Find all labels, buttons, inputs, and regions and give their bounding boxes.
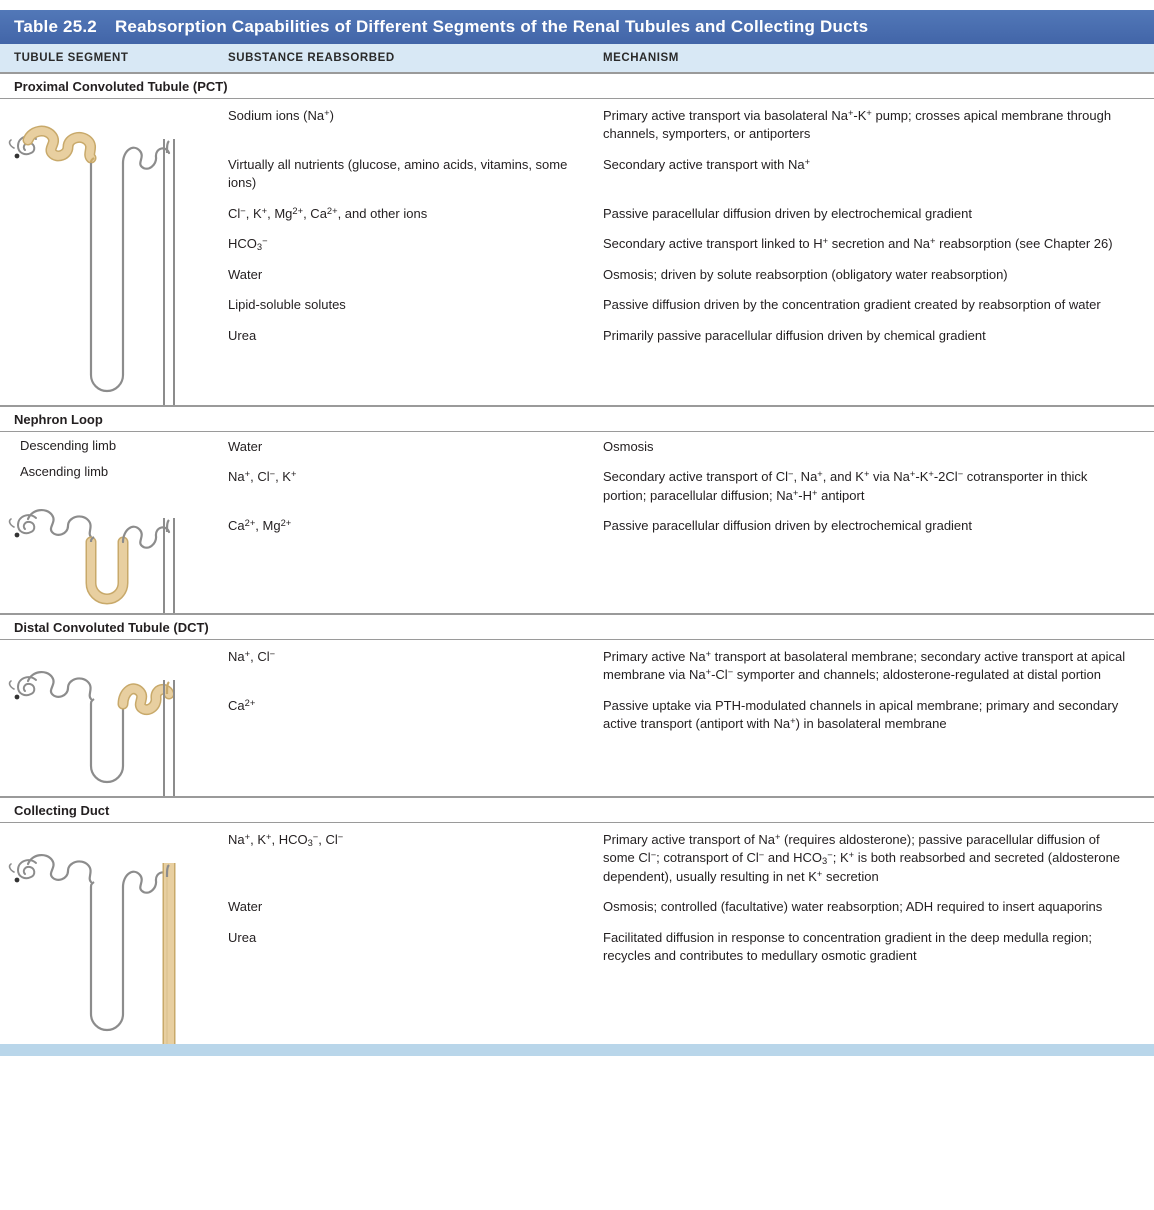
table-title: Reabsorption Capabilities of Different Segments of the Renal Tubules and Collecting Ducts	[114, 17, 869, 36]
nephron-loop-highlighted	[6, 484, 184, 613]
table-row	[220, 898, 1154, 916]
table-row	[220, 296, 1154, 314]
rows-cell	[220, 640, 1154, 734]
table-25-2	[0, 10, 1154, 1210]
substance-cell: $Ca^{2+}$, $Mg^{2+}$	[228, 518, 292, 534]
substance-cell: Water	[228, 266, 263, 282]
mechanism-cell: Secondary active transport of Cl−, Na+, and K+ via Na+-K+-2Cl− cotransporter in thick portion; paracellular diffusion; Na+-H+ antiport	[603, 469, 1088, 503]
table-row	[220, 107, 1154, 144]
substance-cell: Lipid-soluble solutes	[228, 297, 346, 313]
rows-cell	[220, 823, 1154, 966]
section-heading-0	[0, 72, 1154, 99]
section-body-0	[0, 99, 1154, 405]
section-heading-2	[0, 613, 1154, 640]
mechanism-cell: Passive paracellular diffusion driven by electrochemical gradient	[603, 205, 973, 221]
mechanism-cell: Primarily passive paracellular diffusion driven by chemical gradient	[603, 327, 986, 343]
rows-cell	[220, 99, 1154, 345]
section-body-3	[0, 823, 1154, 1044]
table-row	[220, 468, 1154, 505]
section-body-1	[0, 432, 1154, 613]
nephron-dct-highlighted	[6, 646, 184, 796]
diagram-cell	[0, 99, 220, 405]
diagram-cell	[0, 640, 220, 796]
section-heading-3	[0, 796, 1154, 823]
mechanism-cell: Primary active transport via basolateral Na+-K+ pump; crosses apical membrane through channels, symporters, or antiporters	[603, 108, 1112, 142]
table-row	[220, 156, 1154, 193]
column-header-mechanism: MECHANISM	[603, 52, 679, 64]
substance-cell: Urea	[228, 327, 257, 343]
segment-label: Descending limb	[20, 438, 117, 453]
section-heading-label: Collecting Duct	[14, 802, 110, 818]
nephron-cd-highlighted	[6, 829, 184, 1044]
table-row	[220, 929, 1154, 966]
table-body	[0, 72, 1154, 1044]
rows-cell	[220, 432, 1154, 536]
substance-cell: Na+, Cl−	[228, 649, 276, 664]
substance-cell: Cl−, K+, $Mg^{2+}$, $Ca^{2+}$, and other ions	[228, 205, 428, 221]
section-body-2	[0, 640, 1154, 796]
table-row	[220, 697, 1154, 734]
bottom-accent-bar	[0, 1044, 1154, 1056]
table-row	[220, 648, 1154, 685]
mechanism-cell: Secondary active transport with Na+	[603, 156, 811, 172]
section-heading-label: Proximal Convoluted Tubule (PCT)	[14, 78, 228, 94]
table-title-bar	[0, 10, 1154, 44]
section-heading-label: Distal Convoluted Tubule (DCT)	[14, 619, 209, 635]
mechanism-cell: Facilitated diffusion in response to concentration gradient in the deep medulla region; recycles and contributes to medullary osmotic gradient	[603, 929, 1093, 964]
table-row	[220, 517, 1154, 535]
table-row	[220, 266, 1154, 284]
section-heading-1	[0, 405, 1154, 432]
substance-cell: Sodium ions (Na+)	[228, 108, 334, 123]
segment-label: Ascending limb	[20, 464, 109, 479]
substance-cell: $Ca^{2+}$	[228, 697, 256, 713]
substance-cell: Na+, K+, $HCO_3^-$, Cl−	[228, 832, 344, 849]
substance-cell: $HCO_3^-$	[228, 236, 268, 253]
table-row	[220, 831, 1154, 886]
section-heading-label: Nephron Loop	[14, 411, 103, 427]
mechanism-cell: Passive paracellular diffusion driven by electrochemical gradient	[603, 518, 973, 534]
table-row	[220, 205, 1154, 223]
mechanism-cell: Primary active transport of Na+ (requires aldosterone); passive paracellular diffusion of some Cl−; cotransport of Cl− and $HCO_3^-$; K+ is both reabsorbed and secreted (aldosterone dependent), usually resulting in net K+ secretion	[603, 832, 1121, 884]
mechanism-cell: Passive diffusion driven by the concentration gradient created by reabsorption of water	[603, 297, 1101, 313]
substance-cell: Na+, Cl−, K+	[228, 469, 297, 485]
mechanism-cell: Osmosis; driven by solute reabsorption (obligatory water reabsorption)	[603, 266, 1008, 282]
column-header-tubule-segment: TUBULE SEGMENT	[14, 52, 129, 64]
mechanism-cell: Osmosis; controlled (facultative) water reabsorption; ADH required to insert aquaporins	[603, 899, 1103, 915]
mechanism-cell: Primary active Na+ transport at basolateral membrane; secondary active transport at apical membrane via Na+-Cl− symporter and channels; aldosterone-regulated at distal portion	[603, 649, 1126, 683]
table-row	[220, 235, 1154, 253]
substance-cell: Virtually all nutrients (glucose, amino acids, vitamins, some ions)	[228, 156, 568, 191]
table-number: Table 25.2	[14, 17, 97, 36]
column-header-row	[0, 44, 1154, 72]
mechanism-cell: Passive uptake via PTH-modulated channels in apical membrane; primary and secondary active transport (antiport with Na+) in basolateral membrane	[603, 697, 1119, 732]
mechanism-cell: Osmosis	[603, 439, 654, 454]
column-header-substance-reabsorbed: SUBSTANCE REABSORBED	[228, 52, 395, 64]
diagram-cell	[0, 823, 220, 1044]
substance-cell: Water	[228, 899, 263, 915]
substance-cell: Water	[228, 439, 263, 454]
diagram-cell	[0, 432, 220, 613]
substance-cell: Urea	[228, 929, 257, 945]
nephron-pct-highlighted	[6, 105, 184, 405]
table-row	[220, 327, 1154, 345]
table-row	[220, 438, 1154, 456]
mechanism-cell: Secondary active transport linked to H+ secretion and Na+ reabsorption (see Chapter 26)	[603, 236, 1113, 252]
